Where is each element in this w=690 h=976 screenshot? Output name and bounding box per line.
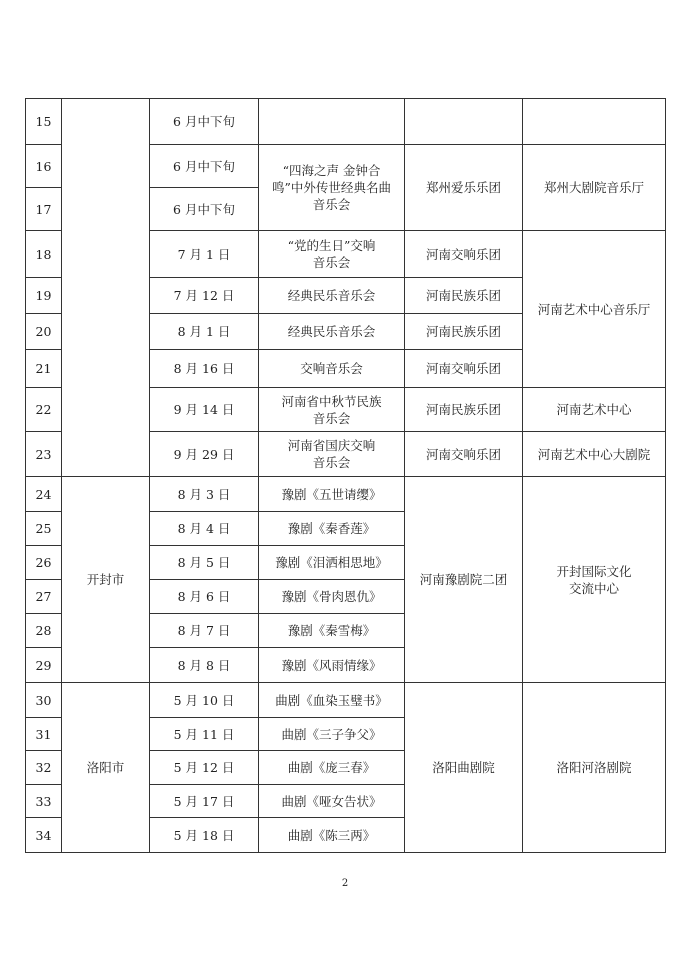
program-line: 河南省中秋节民族 (281, 393, 382, 409)
program-cell (259, 231, 405, 278)
troupe-cell: 洛阳曲剧院 (405, 683, 523, 853)
program-cell (259, 388, 405, 432)
date-cell: 8 月 8 日 (150, 648, 259, 683)
program-line: 音乐会 (312, 410, 351, 426)
date-cell: 8 月 3 日 (150, 477, 259, 512)
venue-cell: 郑州大剧院音乐厅 (523, 145, 666, 231)
program-cell: 豫剧《秦雪梅》 (259, 614, 405, 648)
program-cell: 豫剧《秦香莲》 (259, 512, 405, 546)
page-number: 2 (341, 878, 349, 889)
program-cell: 豫剧《风雨情缘》 (259, 648, 405, 683)
date-cell: 5 月 17 日 (150, 785, 259, 818)
row-number: 15 (26, 99, 62, 145)
venue-cell: 洛阳河洛剧院 (523, 683, 666, 853)
row-number: 31 (26, 718, 62, 751)
troupe-cell: 河南民族乐团 (405, 278, 523, 314)
date-cell: 9 月 29 日 (150, 432, 259, 477)
table-row (26, 99, 666, 145)
program-cell: 豫剧《泪洒相思地》 (259, 546, 405, 580)
date-cell: 5 月 18 日 (150, 818, 259, 853)
date-cell: 6 月中下旬 (150, 99, 259, 145)
program-line: “党的生日”交响 (287, 238, 376, 253)
row-number: 18 (26, 231, 62, 278)
program-cell: 豫剧《骨肉恩仇》 (259, 580, 405, 614)
row-number: 34 (26, 818, 62, 853)
troupe-cell: 河南交响乐团 (405, 432, 523, 477)
date-cell: 5 月 10 日 (150, 683, 259, 718)
program-cell: 曲剧《三子争父》 (259, 718, 405, 751)
program-cell: 经典民乐音乐会 (259, 314, 405, 350)
program-cell (259, 145, 405, 231)
row-number: 17 (26, 188, 62, 231)
row-number: 27 (26, 580, 62, 614)
row-number: 20 (26, 314, 62, 350)
row-number: 29 (26, 648, 62, 683)
row-number: 32 (26, 751, 62, 785)
venue-cell (523, 477, 666, 683)
troupe-cell (405, 99, 523, 145)
program-cell (259, 99, 405, 145)
row-number: 21 (26, 350, 62, 388)
program-line: 音乐会 (312, 197, 351, 212)
row-number: 28 (26, 614, 62, 648)
date-cell: 9 月 14 日 (150, 388, 259, 432)
city-cell: 洛阳市 (62, 683, 150, 853)
troupe-cell: 河南民族乐团 (405, 388, 523, 432)
row-number: 33 (26, 785, 62, 818)
date-cell: 8 月 16 日 (150, 350, 259, 388)
program-line: 音乐会 (312, 455, 351, 470)
date-cell: 8 月 1 日 (150, 314, 259, 350)
program-cell: 曲剧《血染玉璧书》 (259, 683, 405, 718)
row-number: 24 (26, 477, 62, 512)
date-cell: 8 月 4 日 (150, 512, 259, 546)
city-cell-zhengzhou (62, 99, 150, 477)
venue-line: 交流中心 (568, 580, 619, 596)
date-cell: 8 月 5 日 (150, 546, 259, 580)
program-cell: 豫剧《五世请缨》 (259, 477, 405, 512)
program-line: 河南省国庆交响 (287, 438, 376, 453)
date-cell: 8 月 7 日 (150, 614, 259, 648)
venue-cell: 河南艺术中心 (523, 388, 666, 432)
city-cell: 开封市 (62, 477, 150, 683)
program-cell: 曲剧《哑女告状》 (259, 785, 405, 818)
program-line: “四海之声 金钟合 (282, 163, 381, 178)
date-cell: 7 月 1 日 (150, 231, 259, 278)
date-cell: 6 月中下旬 (150, 145, 259, 188)
venue-cell: 河南艺术中心大剧院 (523, 432, 666, 477)
troupe-cell: 河南豫剧院二团 (405, 477, 523, 683)
row-number: 23 (26, 432, 62, 477)
table-row (26, 477, 666, 512)
program-cell (259, 432, 405, 477)
program-cell: 交响音乐会 (259, 350, 405, 388)
venue-cell (523, 99, 666, 145)
table-row (26, 683, 666, 718)
date-cell: 6 月中下旬 (150, 188, 259, 231)
troupe-cell: 河南交响乐团 (405, 350, 523, 388)
venue-line: 开封国际文化 (556, 563, 632, 579)
schedule-table (25, 98, 666, 853)
date-cell: 5 月 12 日 (150, 751, 259, 785)
row-number: 16 (26, 145, 62, 188)
row-number: 30 (26, 683, 62, 718)
date-cell: 8 月 6 日 (150, 580, 259, 614)
row-number: 26 (26, 546, 62, 580)
date-cell: 7 月 12 日 (150, 278, 259, 314)
program-cell: 曲剧《陈三两》 (259, 818, 405, 853)
program-line: 音乐会 (312, 255, 351, 270)
troupe-cell: 河南交响乐团 (405, 231, 523, 278)
row-number: 22 (26, 388, 62, 432)
venue-cell: 河南艺术中心音乐厅 (523, 231, 666, 388)
row-number: 25 (26, 512, 62, 546)
program-cell: 经典民乐音乐会 (259, 278, 405, 314)
troupe-cell: 郑州爱乐乐团 (405, 145, 523, 231)
row-number: 19 (26, 278, 62, 314)
program-line: 鸣”中外传世经典名曲 (272, 180, 391, 195)
troupe-cell: 河南民族乐团 (405, 314, 523, 350)
date-cell: 5 月 11 日 (150, 718, 259, 751)
program-cell: 曲剧《庞三春》 (259, 751, 405, 785)
